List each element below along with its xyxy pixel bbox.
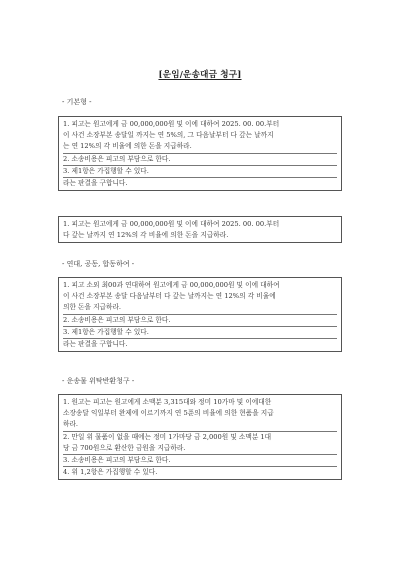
claim-line: 1. 피고 소외 최00과 연대하여 원고에게 금 00,000,000원 및 이에 대하여 — [63, 281, 280, 289]
section-joint-heading: - 연대, 공동, 합동하여 - — [62, 260, 135, 268]
section-return-heading: - 운송물 위탁반환청구 - — [62, 377, 135, 385]
claim-line: 1. 원고는 피고는 원고에게 소맥분 3,315대와 정미 10가마 및 이에대한 — [63, 398, 272, 406]
claim-line: 3. 제1항은 가집행할 수 있다. — [63, 166, 337, 178]
claim-line: 소장송달 익일부터 완제에 이르기까지 연 5푼의 비율에 의한 현품을 지급 — [63, 409, 274, 418]
claim-line: 3. 제1항은 가집행할 수 있다. — [63, 327, 337, 339]
claim-line: 라는 판결을 구합니다. — [63, 179, 128, 188]
claim-line: 라는 판결을 구합니다. — [63, 340, 128, 349]
section-basic-heading: - 기본형 - — [62, 98, 92, 106]
claim-line: 하라. — [63, 419, 337, 431]
claim-line: 이 사건 소장부본 송달일 까지는 연 5%의, 그 다음날부터 다 갚는 날까지 — [63, 131, 274, 140]
claim-line: 1. 피고는 원고에게 금 00,000,000원 및 이에 대하여 2025. 00. 00.부터 — [63, 120, 280, 128]
claim-line: 당 금 700원으로 환산한 금원을 지급하라. — [63, 443, 337, 455]
claim-line: 2. 소송비용은 피고의 부담으로 한다. — [63, 154, 337, 166]
claim-line: 의한 돈을 지급하라. — [63, 302, 337, 314]
claim-line: 2. 만일 위 물품이 없을 때에는 정미 1가마당 금 2,000원 및 소맥분 1대 — [63, 432, 272, 441]
claim-line: 다 갚는 날까지 연 12%의 각 비율에 의한 돈을 지급하라. — [63, 231, 229, 240]
claim-line: 이 사건 소장부본 송달 다음날부터 다 갚는 날까지는 연 12%의 각 비율에 — [63, 292, 276, 301]
claim-box-joint — [58, 277, 342, 352]
claim-box-return — [58, 394, 342, 480]
claim-box-interest — [58, 216, 342, 243]
claim-line: 3. 소송비용은 피고의 부담으로 한다. — [63, 455, 337, 467]
claim-line: 는 연 12%의 각 비율에 의한 돈을 지급하라. — [63, 141, 337, 153]
claim-line: 2. 소송비용은 피고의 부담으로 한다. — [63, 315, 337, 327]
claim-box-basic — [58, 116, 342, 191]
claim-line: 4. 위 1,2항은 가집행할 수 있다. — [63, 468, 158, 477]
claim-line: 1. 피고는 원고에게 금 00,000,000원 및 이에 대하여 2025. 00. 00.부터 — [63, 220, 280, 228]
document-title: [운임/운송대금 청구] — [158, 70, 242, 80]
